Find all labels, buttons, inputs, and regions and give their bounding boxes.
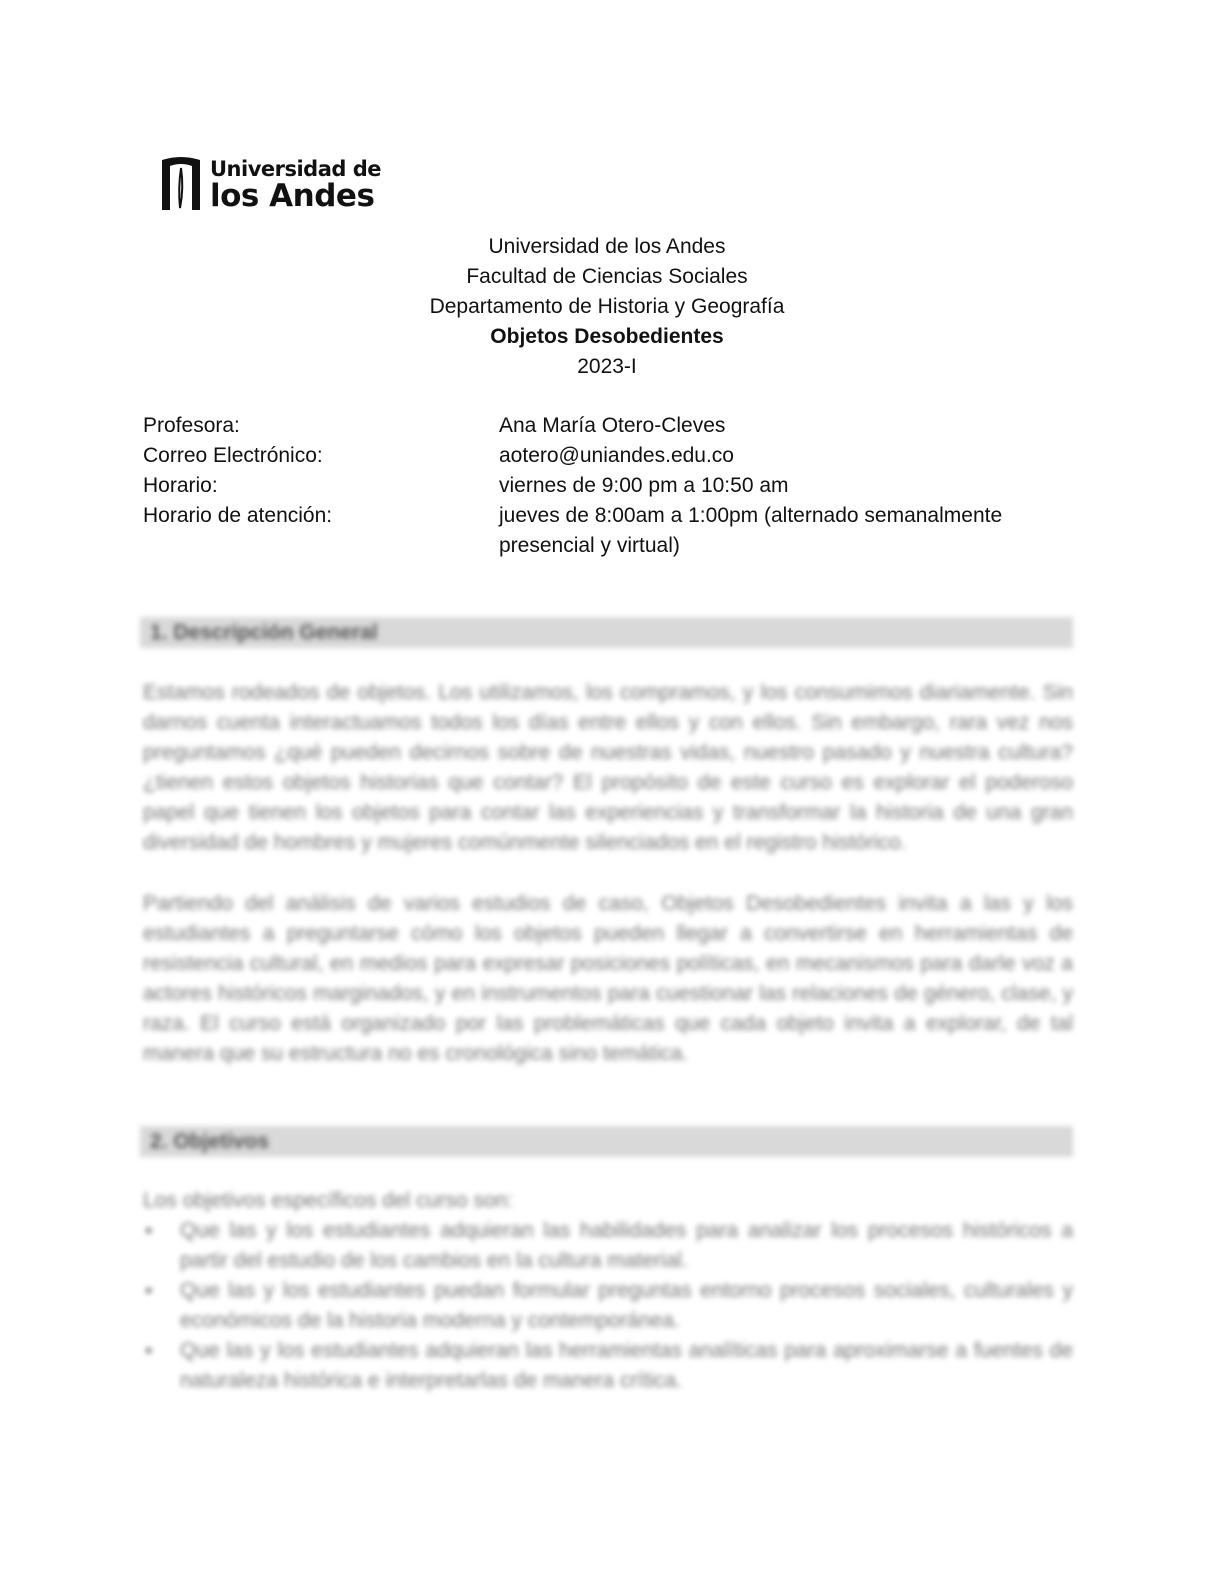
- term: 2023-I: [577, 355, 637, 378]
- info-row-schedule: [143, 471, 1039, 501]
- objective-text: Que las y los estudiantes adquieran las herramientas analíticas para aproximarse a fuentes de naturaleza histórica e interpretarlas de manera crítica.: [180, 1339, 1073, 1392]
- logo-shield-icon: [158, 154, 204, 216]
- description-paragraph: Estamos rodeados de objetos. Los utilizamos, los compramos, y los consumimos diariamente. Sin darnos cuenta interactuamos todos los días entre ellos y con ellos. Sin embargo, rara vez nos preguntamos ¿qué pueden decirnos sobre de nuestras vidas, nuestro pasado y nuestra cultura? ¿tienen estos objetos historias que contar? El propósito de este curso es explorar el poderoso papel que tienen los objetos para contar las experiencias y transformar la historia de una gran diversidad de hombres y mujeres comúnmente silenciados en el registro histórico.: [143, 681, 1073, 854]
- university-name: Universidad de los Andes: [488, 235, 726, 258]
- course-title: Objetos Desobedientes: [490, 325, 724, 348]
- info-value: viernes de 9:00 pm a 10:50 am: [499, 474, 789, 497]
- faculty-name: Facultad de Ciencias Sociales: [466, 265, 748, 288]
- bullet-icon: ▪: [145, 1339, 153, 1362]
- objective-item: [143, 1216, 1073, 1276]
- document-header: [0, 232, 1214, 382]
- info-row-email: [143, 441, 1039, 471]
- info-value: aotero@uniandes.edu.co: [499, 444, 734, 467]
- objective-item: [143, 1336, 1073, 1396]
- course-info: [143, 411, 1039, 561]
- department-name: Departamento de Historia y Geografía: [429, 295, 785, 318]
- info-value: jueves de 8:00am a 1:00pm (alternado semanalmente presencial y virtual): [499, 504, 1003, 557]
- bullet-icon: ▪: [145, 1279, 153, 1302]
- section-heading-description: 1. Descripción General: [140, 617, 1073, 648]
- info-value: Ana María Otero-Cleves: [499, 414, 726, 437]
- logo-text-line2: los Andes: [210, 177, 375, 214]
- info-row-professor: [143, 411, 1039, 441]
- description-paragraph: Partiendo del análisis de varios estudios de caso, Objetos Desobedientes invita a las y los estudiantes a preguntarse cómo los objetos pueden llegar a convertirse en herramientas de resistencia cultural, en medios para expresar posiciones políticas, en mecanismos para darle voz a actores históricos marginados, y en instrumentos para cuestionar las relaciones de género, clase, y raza. El curso está organizado por las problemáticas que cada objeto invita a explorar, de tal manera que su estructura no es cronológica sino temática.: [143, 892, 1073, 1065]
- info-row-office-hours: [143, 501, 1039, 561]
- objective-text: Que las y los estudiantes puedan formular preguntas entorno procesos sociales, culturales y económicos de la historia moderna y contemporánea.: [180, 1279, 1073, 1332]
- logo-text-line1: Universidad de: [210, 156, 382, 181]
- university-logo: [158, 154, 381, 216]
- objectives-list: [143, 1186, 1073, 1396]
- objectives-intro: Los objetivos específicos del curso son:: [143, 1189, 514, 1212]
- info-label: Profesora:: [143, 414, 240, 437]
- objective-text: Que las y los estudiantes adquieran las habilidades para analizar los procesos históricos a partir del estudio de los cambios en la cultura material.: [180, 1219, 1073, 1272]
- info-label: Correo Electrónico:: [143, 444, 323, 467]
- section-heading-objectives: 2. Objetivos: [140, 1126, 1073, 1157]
- info-label: Horario:: [143, 474, 218, 497]
- bullet-icon: ▪: [145, 1219, 153, 1242]
- info-label: Horario de atención:: [143, 504, 333, 527]
- objective-item: [143, 1276, 1073, 1336]
